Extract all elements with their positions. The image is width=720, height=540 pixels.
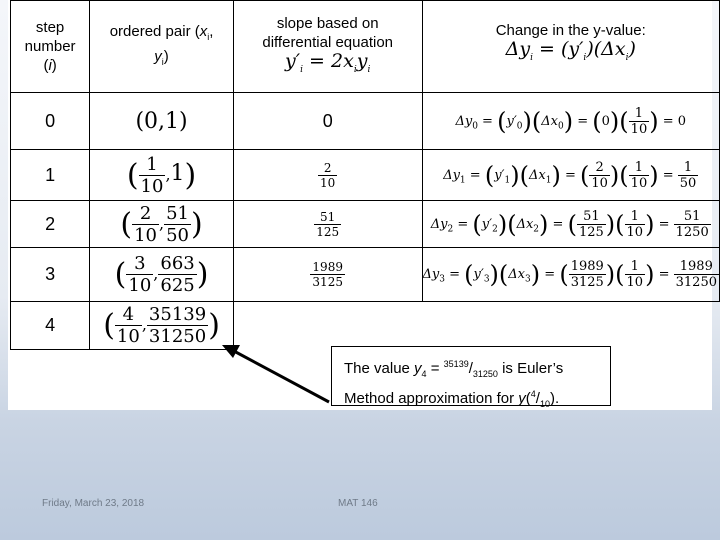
header-slope: slope based on differential equation $y'_i = 2x_iy_i$: [233, 1, 422, 93]
ordered-pair: ( $\frac{2}{10}$ , $\frac{51}{50}$ ): [90, 201, 234, 248]
empty-cell: [422, 302, 720, 350]
delta-y: $\Delta y_3 = (y'_3)(\Delta x_3)$ = ( $\frac{1989}{3125}$ )( $\frac{1}{10}$ ) = $\frac{1989}{31250}$: [422, 248, 720, 302]
slope-value: $\frac{51}{125}$: [233, 201, 422, 248]
euler-table: [10, 0, 720, 350]
step-number: 4: [11, 302, 90, 350]
delta-y: $\Delta y_2 = (y'_2)(\Delta x_2)$ = ( $\frac{51}{125}$ )( $\frac{1}{10}$ ) = $\frac{51}{1250}$: [422, 201, 720, 248]
delta-y: $\Delta y_1 = (y'_1)(\Delta x_1)$ = ( $\frac{2}{10}$ )( $\frac{1}{10}$ ) = $\frac{1}{50}$: [422, 150, 720, 201]
footer-course: MAT 146: [338, 498, 378, 509]
delta-y: $\Delta y_0 = (y'_0)(\Delta x_0) = (0)$( $\frac{1}{10}$ ) = 0: [422, 93, 720, 150]
table-row: [11, 93, 720, 150]
ordered-pair: ( $\frac{3}{10}$ , $\frac{663}{625}$ ): [90, 248, 234, 302]
header-ordered-pair: ordered pair ($x_i$, $y_i$): [90, 1, 234, 93]
table-row: [11, 248, 720, 302]
ordered-pair: ( $\frac{1}{10}$ ,1): [90, 150, 234, 201]
slope-value: $\frac{1989}{3125}$: [233, 248, 422, 302]
step-number: 3: [11, 248, 90, 302]
ordered-pair: (0,1): [90, 93, 234, 150]
callout-box: The value $y_4 = ^{35139}/_{31250}$ is Euler’s Method approximation for $y(^4/_{10})$.: [331, 346, 611, 406]
table-row: [11, 302, 720, 350]
table-row: [11, 150, 720, 201]
footer-date: Friday, March 23, 2018: [42, 498, 145, 509]
table-row: [11, 201, 720, 248]
header-step: step number (i): [11, 1, 90, 93]
header-row: [11, 1, 720, 93]
step-number: 1: [11, 150, 90, 201]
ordered-pair: ( $\frac{4}{10}$ , $\frac{35139}{31250}$ ): [90, 302, 234, 350]
slope-value: 0: [233, 93, 422, 150]
header-change: Change in the y-value: $\Delta y_i = (y'_i)(\Delta x_i)$: [422, 1, 720, 93]
slope-value: $\frac{2}{10}$: [233, 150, 422, 201]
step-number: 0: [11, 93, 90, 150]
step-number: 2: [11, 201, 90, 248]
empty-cell: [233, 302, 422, 350]
